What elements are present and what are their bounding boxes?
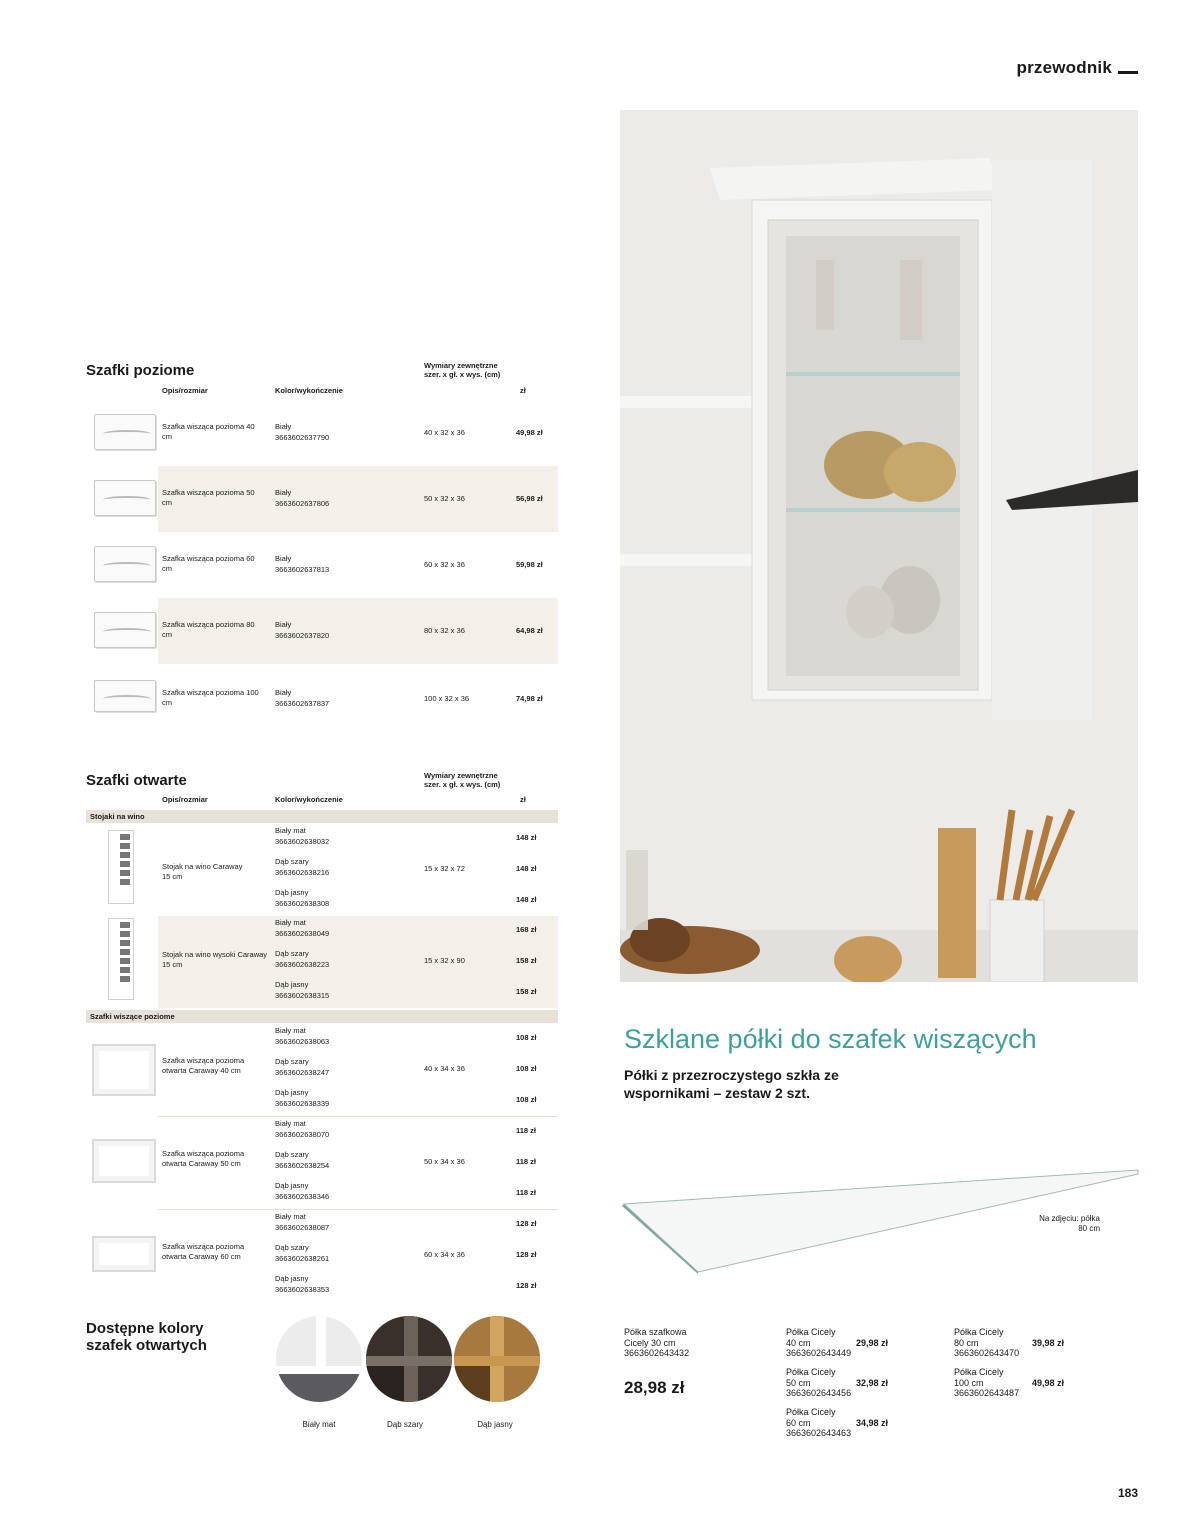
colors-title-line2: szafek otwartych: [86, 1337, 207, 1354]
price: 118 zł: [516, 1126, 537, 1135]
desc: Szafka wisząca pozioma 60 cm: [162, 554, 255, 573]
swatch-white-matt: [276, 1316, 362, 1402]
group-header-wine: Stojaki na wino: [86, 810, 558, 823]
open-cabinets-table: [86, 770, 558, 1300]
glass-product: [954, 1367, 1064, 1399]
color: Dąb jasny: [275, 1088, 309, 1097]
table-row: [86, 466, 558, 532]
product-code: 3663602643449: [786, 1348, 852, 1358]
color: Biały mat: [275, 1026, 306, 1035]
product-group: [86, 916, 558, 1008]
color: Dąb szary: [275, 949, 309, 958]
code: 3663602638032: [275, 837, 330, 846]
price: 148 zł: [516, 864, 537, 873]
dims: 60 x 34 x 36: [424, 1250, 465, 1259]
product-name: Półka Cicely: [786, 1367, 836, 1377]
glass-product: [786, 1407, 888, 1439]
dims: 80 x 32 x 36: [424, 626, 465, 635]
color: Biały mat: [275, 1212, 306, 1221]
dims: 40 x 32 x 36: [424, 428, 465, 437]
section-title: Szafki poziome: [86, 362, 195, 379]
price: 148 zł: [516, 833, 537, 842]
price: 158 zł: [516, 956, 537, 965]
product-price: 39,98 zł: [1031, 1337, 1064, 1348]
color: Biały: [275, 488, 292, 497]
dims: 40 x 34 x 36: [424, 1064, 465, 1073]
code: 3663602638216: [275, 868, 330, 877]
code: 3663602638063: [275, 1037, 330, 1046]
dims: 50 x 32 x 36: [424, 494, 465, 503]
swatch-label: Dąb jasny: [477, 1420, 513, 1429]
product-name: Półka Cicely: [954, 1327, 1004, 1337]
product-image: [94, 546, 156, 582]
glass-shelves-title: Szklane półki do szafek wiszących: [624, 1024, 1037, 1054]
code: 3663602638247: [275, 1068, 330, 1077]
color: Biały: [275, 554, 292, 563]
dims: 60 x 32 x 36: [424, 560, 465, 569]
product-size: Cicely 30 cm: [624, 1337, 676, 1348]
desc: Szafka wisząca pozioma 80 cm: [162, 620, 255, 639]
price: 168 zł: [516, 925, 537, 934]
product-code: 3663602643432: [624, 1348, 690, 1358]
product-group: [86, 1210, 558, 1302]
table-row: [86, 532, 558, 598]
glass-shelves-subtitle: Półki z przezroczystego szkła ze wspornikami – zestaw 2 szt.: [624, 1067, 839, 1101]
price: 118 zł: [516, 1188, 537, 1197]
header-dash: [1118, 71, 1138, 74]
product-image: [94, 680, 156, 712]
color: Dąb szary: [275, 857, 309, 866]
horizontal-cabinets-table: [86, 360, 558, 720]
code: 3663602638308: [275, 899, 330, 908]
code: 3663602638346: [275, 1192, 330, 1201]
color: Dąb szary: [275, 1150, 309, 1159]
glass-product: [786, 1367, 888, 1399]
desc: Szafka wisząca pozioma otwarta Caraway 40 cm: [162, 1056, 245, 1075]
product-code: 3663602643470: [954, 1348, 1020, 1358]
dims: 15 x 32 x 90: [424, 956, 465, 965]
desc: Szafka wisząca pozioma 40 cm: [162, 422, 255, 441]
color: Biały: [275, 688, 292, 697]
col-desc: Opis/rozmiar: [162, 795, 208, 804]
color: Biały: [275, 620, 292, 629]
product-size: 80 cm: [954, 1337, 979, 1348]
section-header-label: przewodnik: [1016, 58, 1112, 77]
product-image: [94, 612, 156, 648]
color: Dąb szary: [275, 1057, 309, 1066]
dims: 15 x 32 x 72: [424, 864, 465, 873]
code: 3663602637813: [275, 565, 330, 574]
swatch-label: Dąb szary: [386, 1420, 423, 1429]
dims: 100 x 32 x 36: [424, 694, 470, 703]
product-size: 50 cm: [786, 1377, 811, 1388]
product-size: 60 cm: [786, 1417, 811, 1428]
swatch-light-oak: [454, 1316, 540, 1402]
color: Dąb jasny: [275, 1181, 309, 1190]
color: Biały mat: [275, 826, 306, 835]
desc: Szafka wisząca pozioma 100 cm: [162, 688, 259, 707]
glass-main-product: [624, 1327, 744, 1359]
price: 49,98 zł: [516, 428, 543, 437]
price: 148 zł: [516, 895, 537, 904]
product-price: 29,98 zł: [855, 1337, 888, 1348]
product-name: Półka Cicely: [786, 1327, 836, 1337]
open-cabinet-image: [92, 1236, 156, 1272]
price: 108 zł: [516, 1064, 537, 1073]
product-code: 3663602643463: [786, 1428, 852, 1438]
color: Dąb jasny: [275, 980, 309, 989]
product-group: [86, 1024, 558, 1116]
col-dims: Wymiary zewnętrzne szer. x gł. x wys. (cm): [424, 771, 501, 789]
swatch-label: Biały mat: [302, 1420, 336, 1429]
wine-rack-image: [108, 830, 134, 904]
glass-product: [786, 1327, 888, 1359]
price: 56,98 zł: [516, 494, 543, 503]
product-group: [86, 1117, 558, 1209]
desc: Stojak na wino Caraway 15 cm: [162, 862, 243, 881]
price: 59,98 zł: [516, 560, 543, 569]
product-price: 49,98 zł: [1031, 1377, 1064, 1388]
product-size: 100 cm: [954, 1377, 984, 1388]
code: 3663602638261: [275, 1254, 330, 1263]
product-size: 40 cm: [786, 1337, 811, 1348]
col-color: Kolor/wykończenie: [275, 386, 343, 395]
price: 108 zł: [516, 1033, 537, 1042]
desc: Stojak na wino wysoki Caraway 15 cm: [162, 950, 268, 969]
color: Biały mat: [275, 1119, 306, 1128]
desc: Szafka wisząca pozioma 50 cm: [162, 488, 255, 507]
price: 128 zł: [516, 1250, 537, 1259]
code: 3663602638353: [275, 1285, 330, 1294]
col-desc: Opis/rozmiar: [162, 386, 208, 395]
product-group: [86, 824, 558, 916]
desc: Szafka wisząca pozioma otwarta Caraway 50 cm: [162, 1149, 245, 1168]
price: 158 zł: [516, 987, 537, 996]
photo-note: Na zdjęciu: półka 80 cm: [1039, 1214, 1100, 1233]
glass-main-price: 28,98 zł: [624, 1378, 685, 1397]
glass-product: [954, 1327, 1064, 1359]
dims: 50 x 34 x 36: [424, 1157, 465, 1166]
price: 74,98 zł: [516, 694, 543, 703]
color: Biały: [275, 422, 292, 431]
price: 128 zł: [516, 1219, 537, 1228]
color: Biały mat: [275, 918, 306, 927]
code: 3663602637837: [275, 699, 330, 708]
col-price: zł: [520, 795, 526, 804]
desc: Szafka wisząca pozioma otwarta Caraway 60 cm: [162, 1242, 245, 1261]
group-header-hanging: Szafki wiszące poziome: [86, 1010, 558, 1023]
product-price: 32,98 zł: [855, 1377, 888, 1388]
product-name: Półka Cicely: [954, 1367, 1004, 1377]
product-price: 34,98 zł: [855, 1417, 888, 1428]
code: 3663602637820: [275, 631, 330, 640]
code: 3663602638049: [275, 929, 330, 938]
kitchen-photo: [620, 110, 1138, 982]
price: 64,98 zł: [516, 626, 543, 635]
code: 3663602638070: [275, 1130, 330, 1139]
color: Dąb jasny: [275, 1274, 309, 1283]
code: 3663602637790: [275, 433, 330, 442]
section-title: Szafki otwarte: [86, 772, 187, 789]
price: 128 zł: [516, 1281, 537, 1290]
table-row: [86, 664, 558, 720]
colors-title: [86, 1320, 207, 1354]
table-row: [86, 400, 558, 466]
colors-title-line1: Dostępne kolory: [86, 1320, 204, 1337]
open-cabinet-image: [92, 1044, 156, 1096]
page-number: 183: [1117, 1486, 1138, 1500]
product-name: Półka szafkowa: [624, 1327, 687, 1337]
price: 108 zł: [516, 1095, 537, 1104]
color: Dąb jasny: [275, 888, 309, 897]
product-name: Półka Cicely: [786, 1407, 836, 1417]
code: 3663602637806: [275, 499, 330, 508]
product-code: 3663602643456: [786, 1388, 852, 1398]
color: Dąb szary: [275, 1243, 309, 1252]
col-price: zł: [520, 386, 526, 395]
price: 118 zł: [516, 1157, 537, 1166]
code: 3663602638254: [275, 1161, 330, 1170]
product-code: 3663602643487: [954, 1388, 1020, 1398]
swatch-grey-oak: [366, 1316, 452, 1402]
col-dims: Wymiary zewnętrzne szer. x gł. x wys. (cm): [424, 361, 501, 379]
wine-rack-tall-image: [108, 918, 134, 1000]
section-header: [1016, 58, 1138, 78]
code: 3663602638223: [275, 960, 330, 969]
product-image: [94, 480, 156, 516]
code: 3663602638339: [275, 1099, 330, 1108]
code: 3663602638315: [275, 991, 330, 1000]
code: 3663602638087: [275, 1223, 330, 1232]
table-row: [86, 598, 558, 664]
product-image: [94, 414, 156, 450]
col-color: Kolor/wykończenie: [275, 795, 343, 804]
open-cabinet-image: [92, 1139, 156, 1183]
